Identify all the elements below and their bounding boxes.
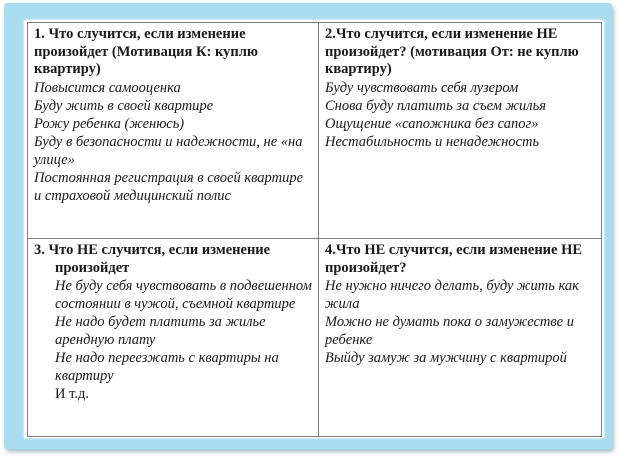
list-item: Не нужно ничего делать, буду жить как жила: [325, 278, 579, 312]
list-item: Ощущение «сапожника без сапог»: [325, 115, 539, 132]
list-item: Не надо переезжать с квартиры на квартиру: [55, 350, 279, 384]
slide-frame: [4, 3, 612, 449]
list-item: Повысится самооценка: [34, 79, 181, 96]
table-sheet: [24, 20, 604, 438]
quadrant-3-list: [55, 277, 312, 403]
quadrant-2-cell: [319, 23, 602, 239]
quadrant-4-cell: [319, 239, 602, 437]
quadrant-3-cell: [28, 239, 319, 437]
list-item: Можно не думать пока о замужестве и ребенке: [325, 314, 574, 348]
list-item: Буду в безопасности и надежности, не «на улице»: [34, 133, 303, 168]
quadrant-2-heading: 2.Что случится, если изменение НЕ произойдет? (мотивация От: не куплю квартиру): [325, 26, 579, 77]
list-item: Буду жить в своей квартире: [34, 97, 214, 114]
list-item: Выйду замуж за мужчину с квартирой: [325, 350, 567, 366]
quadrant-4-list: [325, 277, 595, 367]
list-item: Постоянная регистрация в своей квартире и страховой медицинский полис: [34, 169, 304, 204]
list-item: Снова буду платить за съем жилья: [325, 97, 546, 114]
quadrant-2-list: [325, 79, 595, 151]
list-item: Буду чувствовать себя лузером: [325, 79, 519, 96]
quadrant-3-heading: 3. Что НЕ случится, если изменение произойдет: [34, 242, 271, 276]
list-item: Нестабильность и ненадежность: [325, 133, 540, 150]
table-row: [28, 23, 602, 239]
list-footer: И т.д.: [55, 386, 89, 402]
list-item: Рожу ребенка (женюсь): [34, 115, 185, 132]
table-row: [28, 239, 602, 437]
quadrant-4-heading: 4.Что НЕ случится, если изменение НЕ произойдет?: [325, 242, 583, 276]
list-item: Не буду себя чувствовать в подвешенном состоянии в чужой, съемной квартире: [55, 278, 312, 312]
quadrant-3-body: [34, 242, 312, 403]
quadrant-1-list: [34, 79, 312, 205]
list-item: Не надо будет платить за жилье арендную плату: [55, 314, 266, 348]
quadrant-1-cell: [28, 23, 319, 239]
quadrant-1-heading: 1. Что случится, если изменение произойдет (Мотивация К: куплю квартиру): [34, 26, 258, 77]
motivation-table: [27, 22, 602, 437]
